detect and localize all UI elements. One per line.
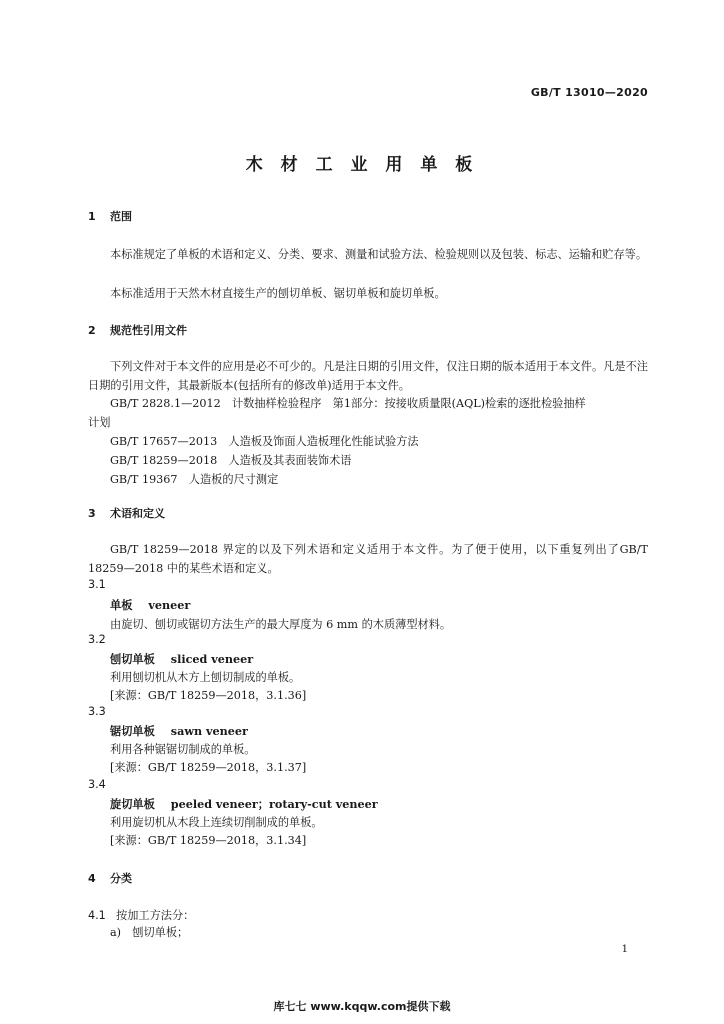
term-definition: 由旋切、刨切或锯切方法生产的最大厚度为 6 mm 的木质薄型材料。 xyxy=(110,618,452,631)
term-definition: 利用旋切机从木段上连续切削制成的单板。 xyxy=(110,816,323,829)
term-source: [来源：GB/T 18259—2018，3.1.36] xyxy=(110,689,307,702)
section-title: 规范性引用文件 xyxy=(110,324,187,337)
reference-item xyxy=(110,395,586,411)
term-definition: 利用各种锯锯切制成的单板。 xyxy=(110,743,256,756)
term-chinese: 锯切单板 xyxy=(110,725,155,738)
term-chinese: 旋切单板 xyxy=(110,798,155,811)
section-number: 1 xyxy=(88,210,96,223)
section-3-heading xyxy=(88,505,165,521)
reference-code: GB/T 18259—2018 xyxy=(110,454,218,467)
reference-item xyxy=(110,452,351,468)
document-title: 木 材 工 业 用 单 板 xyxy=(245,155,479,175)
reference-code: GB/T 19367 xyxy=(110,473,178,486)
list-item-text: 刨切单板； xyxy=(132,926,189,939)
term-number: 3.3 xyxy=(88,705,106,718)
section-number: 4 xyxy=(88,872,96,885)
section-title: 范围 xyxy=(110,210,132,223)
subsection-4-1 xyxy=(88,907,194,923)
download-footer: 库七七 www.kqqw.com提供下载 xyxy=(273,1000,451,1013)
section-number: 3 xyxy=(88,507,96,520)
term-source: [来源：GB/T 18259—2018，3.1.34] xyxy=(110,834,307,847)
standard-number: GB/T 13010—2020 xyxy=(530,86,648,99)
term-english: sawn veneer xyxy=(170,724,248,738)
term-english: sliced veneer xyxy=(170,652,254,666)
term-english: peeled veneer；rotary-cut veneer xyxy=(170,797,378,811)
section-1-para-2: 本标准适用于天然木材直接生产的刨切单板、锯切单板和旋切单板。 xyxy=(110,287,446,300)
list-item xyxy=(110,924,188,940)
section-number: 2 xyxy=(88,324,96,337)
term-definition: 利用刨切机从木方上刨切制成的单板。 xyxy=(110,671,301,684)
term-source: [来源：GB/T 18259—2018，3.1.37] xyxy=(110,761,307,774)
term-number: 3.2 xyxy=(88,633,106,646)
reference-code: GB/T 2828.1—2012 xyxy=(110,397,221,410)
subsection-number: 4.1 xyxy=(88,909,106,922)
term-chinese: 刨切单板 xyxy=(110,653,155,666)
term-chinese: 单板 xyxy=(110,599,133,612)
reference-title: 人造板及其表面装饰术语 xyxy=(228,454,352,467)
term-heading xyxy=(110,796,378,812)
section-2-heading xyxy=(88,322,187,338)
section-2-para-1: 下列文件对于本文件的应用是必不可少的。凡是注日期的引用文件，仅注日期的版本适用于本文件。凡是不注日期的引用文件，其最新版本(包括所有的修改单)适用于本文件。 xyxy=(88,360,648,392)
reference-item xyxy=(110,433,419,449)
page-number: 1 xyxy=(621,944,628,955)
section-title: 分类 xyxy=(110,872,132,885)
section-4-heading xyxy=(88,870,132,886)
term-heading xyxy=(110,597,190,613)
reference-code: GB/T 17657—2013 xyxy=(110,435,218,448)
term-heading xyxy=(110,723,248,739)
reference-title: 人造板及饰面人造板理化性能试验方法 xyxy=(228,435,419,448)
term-number: 3.4 xyxy=(88,778,106,791)
reference-title: 人造板的尺寸测定 xyxy=(188,473,279,486)
term-english: veneer xyxy=(148,598,191,612)
reference-title: 计数抽样检验程序 第1部分：按接收质量限(AQL)检索的逐批检验抽样 xyxy=(231,397,586,410)
term-heading xyxy=(110,651,253,667)
section-1-para-1: 本标准规定了单板的术语和定义、分类、要求、测量和试验方法、检验规则以及包装、标志、运输和贮存等。 xyxy=(110,248,648,261)
term-number: 3.1 xyxy=(88,578,106,591)
section-1-heading xyxy=(88,208,132,224)
reference-item xyxy=(110,471,278,487)
subsection-text: 按加工方法分： xyxy=(116,909,195,922)
reference-continuation: 计划 xyxy=(88,416,111,429)
section-title: 术语和定义 xyxy=(110,507,165,520)
list-item-label: a) xyxy=(110,926,122,939)
section-3-para-1: GB/T 18259—2018 界定的以及下列术语和定义适用于本文件。为了便于使用，以下重复列出了GB/T 18259—2018 中的某些术语和定义。 xyxy=(88,543,648,575)
